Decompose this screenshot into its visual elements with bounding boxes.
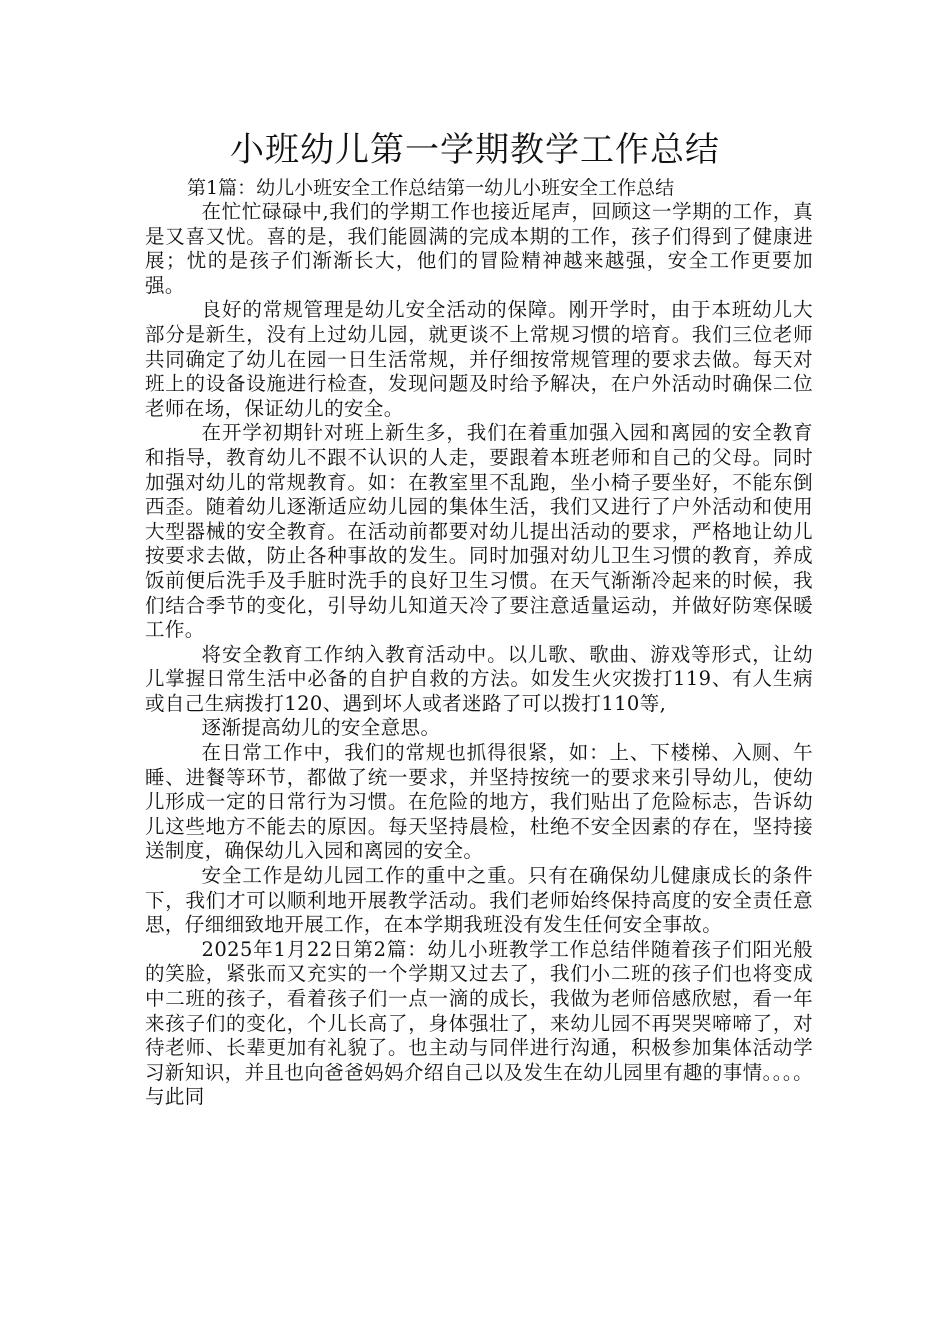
- paragraph: 在日常工作中，我们的常规也抓得很紧，如：上、下楼梯、入厕、午睡、进餐等环节，都做了统一要求，并坚持按统一的要求来引导幼儿，使幼儿形成一定的日常行为习惯。在危险的地方，我们贴出了危险标志，告诉幼儿这些地方不能去的原因。每天坚持晨检，杜绝不安全因素的存在，坚持接送制度，确保幼儿入园和离园的安全。: [145, 741, 813, 863]
- document-title: 小班幼儿第一学期教学工作总结: [230, 130, 720, 170]
- paragraph: 在忙忙碌碌中,我们的学期工作也接近尾声，回顾这一学期的工作，真是又喜又忧。喜的是，我们能圆满的完成本期的工作，孩子们得到了健康进展；忧的是孩子们渐渐长大，他们的冒险精神越来越强，安全工作更要加强。: [145, 200, 813, 297]
- document-subtitle: 第1篇：幼儿小班安全工作总结第一幼儿小班安全工作总结: [187, 177, 675, 199]
- paragraph: 在开学初期针对班上新生多，我们在着重加强入园和离园的安全教育和指导，教育幼儿不跟不认识的人走，要跟着本班老师和自己的父母。同时加强对幼儿的常规教育。如：在教室里不乱跑，坐小椅子要坐好，不能东倒西歪。随着幼儿逐渐适应幼儿园的集体生活，我们又进行了户外活动和使用大型器械的安全教育。在活动前都要对幼儿提出活动的要求，严格地让幼儿按要求去做，防止各种事故的发生。同时加强对幼儿卫生习惯的教育，养成饭前便后洗手及手脏时洗手的良好卫生习惯。在天气渐渐冷起来的时候，我们结合季节的变化，引导幼儿知道天冷了要注意适量运动，并做好防寒保暖工作。: [145, 421, 813, 642]
- paragraph: 安全工作是幼儿园工作的重中之重。只有在确保幼儿健康成长的条件下，我们才可以顺利地开展教学活动。我们老师始终保持高度的安全责任意思，仔细细致地开展工作，在本学期我班没有发生任何安全事故。: [145, 864, 813, 937]
- document-body: [145, 200, 813, 1110]
- paragraph: 将安全教育工作纳入教育活动中。以儿歌、歌曲、游戏等形式，让幼儿掌握日常生活中必备的自护自救的方法。如发生火灾拨打119、有人生病或自己生病拨打120、遇到坏人或者迷路了可以拨打110等,: [145, 642, 813, 715]
- paragraph: 良好的常规管理是幼儿安全活动的保障。刚开学时，由于本班幼儿大部分是新生，没有上过幼儿园，就更谈不上常规习惯的培育。我们三位老师共同确定了幼儿在园一日生活常规，并仔细按常规管理的要求去做。每天对班上的设备设施进行检查，发现问题及时给予解决，在户外活动时确保二位老师在场，保证幼儿的安全。: [145, 298, 813, 420]
- paragraph: 2025年1月22日第2篇：幼儿小班教学工作总结伴随着孩子们阳光般的笑脸，紧张而又充实的一个学期又过去了，我们小二班的孩子们也将变成中二班的孩子，看着孩子们一点一滴的成长，我做为老师倍感欣慰，看一年来孩子们的变化，个儿长高了，身体强壮了，来幼儿园不再哭哭啼啼了，对待老师、长辈更加有礼貌了。也主动与同伴进行沟通，积极参加集体活动学习新知识，并且也向爸爸妈妈介绍自己以及发生在幼儿园里有趣的事情。。。。与此同: [145, 937, 813, 1109]
- paragraph: 逐渐提高幼儿的安全意思。: [201, 716, 441, 740]
